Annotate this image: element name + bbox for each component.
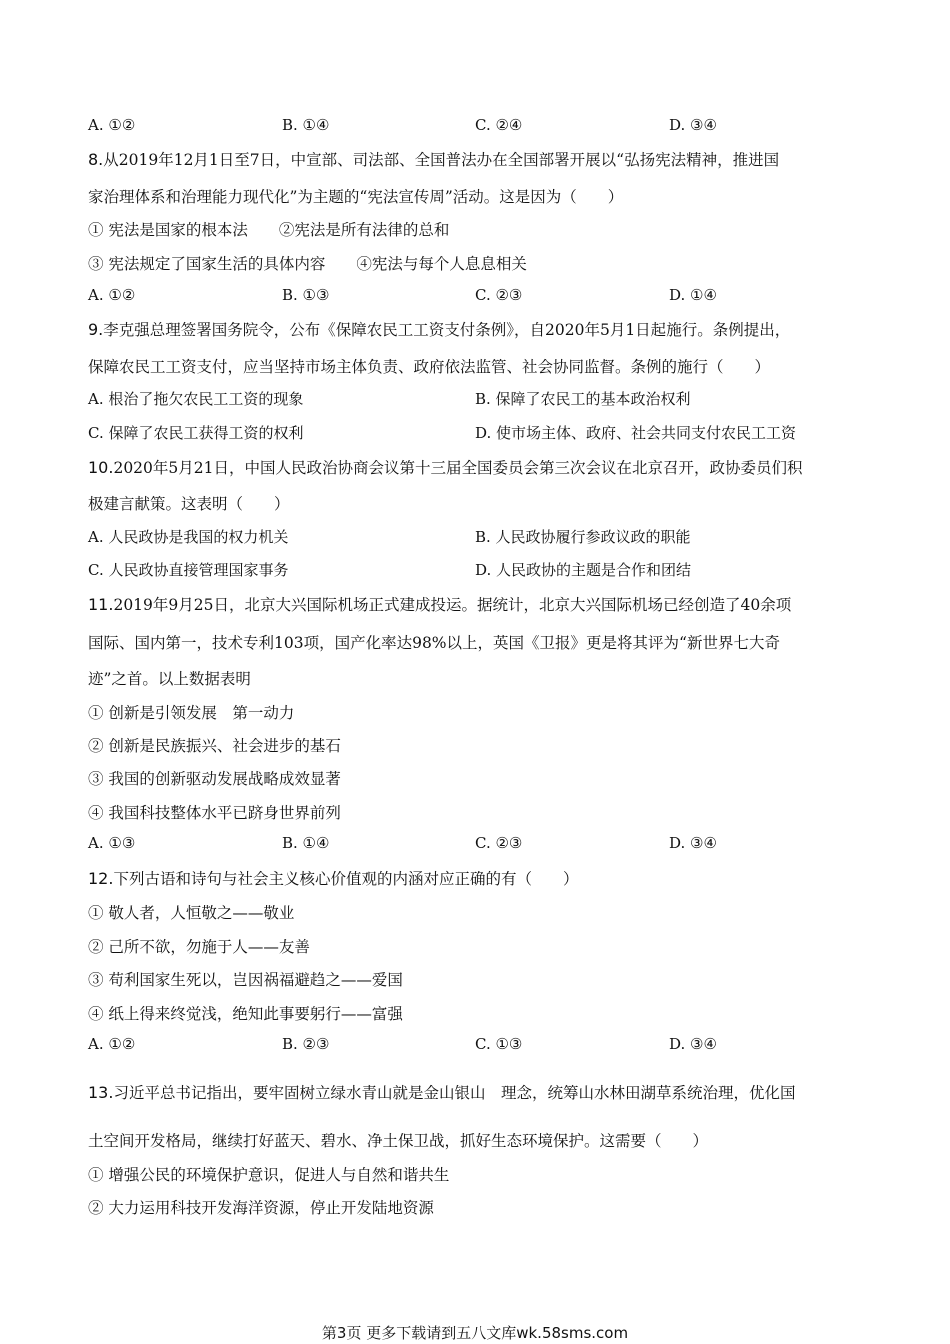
q12-item-1: ① 敬人者，人恒敬之——敬业 — [88, 904, 295, 922]
q10-option-b: B. 人民政协履行参政议政的职能 — [475, 528, 691, 546]
q8-option-b: B. ①③ — [282, 286, 330, 304]
q7-option-d: D. ③④ — [669, 116, 717, 134]
page-footer: 第3页 更多下载请到五八文库wk.58sms.com — [321, 1324, 629, 1342]
q7-option-b: B. ①④ — [282, 116, 330, 134]
q13-item-1: ① 增强公民的环境保护意识，促进人与自然和谐共生 — [88, 1166, 450, 1184]
q12-item-3: ③ 苟利国家生死以，岂因祸福避趋之——爱国 — [88, 971, 403, 989]
q8-stem-line2: 家治理体系和治理能力现代化”为主题的“宪法宣传周”活动。这是因为（ ） — [88, 188, 624, 206]
q12-option-d: D. ③④ — [669, 1035, 717, 1053]
q11-number: 11. — [88, 595, 114, 614]
q9-option-b: B. 保障了农民工的基本政治权利 — [475, 390, 691, 408]
q12-stem-line1: 12.下列古语和诗句与社会主义核心价值观的内涵对应正确的有（ ） — [88, 869, 579, 888]
q7-option-a: A. ①② — [88, 116, 136, 134]
q8-option-a: A. ①② — [88, 286, 136, 304]
q11-stem-line2: 国际、国内第一，技术专利103项，国产化率达98%以上，英国《卫报》更是将其评为“新世界七大奇 — [88, 634, 780, 652]
q11-item-2: ② 创新是民族振兴、社会进步的基石 — [88, 737, 341, 755]
q11-stem-line1: 11.2019年9月25日，北京大兴国际机场正式建成投运。据统计，北京大兴国际机场已经创造了40余项 — [88, 595, 792, 614]
q11-option-d: D. ③④ — [669, 834, 717, 852]
q8-option-c: C. ②③ — [475, 286, 523, 304]
q10-option-d: D. 人民政协的主题是合作和团结 — [475, 561, 692, 579]
q9-stem-line2: 保障农民工工资支付，应当坚持市场主体负责、政府依法监管、社会协同监督。条例的施行（ ） — [88, 358, 771, 376]
q12-option-a: A. ①② — [88, 1035, 136, 1053]
q9-option-c: C. 保障了农民工获得工资的权利 — [88, 424, 304, 442]
q12-option-b: B. ②③ — [282, 1035, 330, 1053]
q11-option-c: C. ②③ — [475, 834, 523, 852]
q13-number: 13. — [88, 1083, 114, 1102]
q12-option-c: C. ①③ — [475, 1035, 523, 1053]
q11-item-1: ① 创新是引领发展 第一动力 — [88, 704, 295, 722]
q8-item-line1: ① 宪法是国家的根本法 ②宪法是所有法律的总和 — [88, 221, 450, 239]
q11-stem-line3: 迹”之首。以上数据表明 — [88, 670, 251, 688]
q13-stem-line1: 13.习近平总书记指出，要牢固树立绿水青山就是金山银山 理念，统筹山水林田湖草系统治理，优化国 — [88, 1083, 796, 1102]
q10-option-c: C. 人民政协直接管理国家事务 — [88, 561, 289, 579]
q12-number: 12. — [88, 869, 114, 888]
q8-stem-line1: 8.从2019年12月1日至7日，中宣部、司法部、全国普法办在全国部署开展以“弘扬宪法精神，推进国 — [88, 150, 780, 169]
q8-item-line2: ③ 宪法规定了国家生活的具体内容 ④宪法与每个人息息相关 — [88, 255, 527, 273]
q10-stem-line2: 极建言献策。这表明（ ） — [88, 495, 290, 513]
q9-stem-line1: 9.李克强总理签署国务院令，公布《保障农民工工资支付条例》，自2020年5月1日起施行。条例提出， — [88, 320, 791, 339]
q11-option-a: A. ①③ — [88, 834, 136, 852]
q10-option-a: A. 人民政协是我国的权力机关 — [88, 528, 289, 546]
q9-option-a: A. 根治了拖欠农民工工资的现象 — [88, 390, 304, 408]
q8-number: 8. — [88, 150, 104, 169]
q7-option-c: C. ②④ — [475, 116, 523, 134]
q8-option-d: D. ①④ — [669, 286, 717, 304]
q12-item-2: ② 己所不欲，勿施于人——友善 — [88, 938, 310, 956]
q10-stem-line1: 10.2020年5月21日，中国人民政治协商会议第十三届全国委员会第三次会议在北京召开，政协委员们积 — [88, 458, 803, 477]
q13-item-2: ② 大力运用科技开发海洋资源，停止开发陆地资源 — [88, 1199, 434, 1217]
q12-item-4: ④ 纸上得来终觉浅，绝知此事要躬行——富强 — [88, 1005, 403, 1023]
q11-item-4: ④ 我国科技整体水平已跻身世界前列 — [88, 804, 341, 822]
q10-number: 10. — [88, 458, 114, 477]
q11-option-b: B. ①④ — [282, 834, 330, 852]
q9-number: 9. — [88, 320, 104, 339]
q11-item-3: ③ 我国的创新驱动发展战略成效显著 — [88, 770, 341, 788]
q13-stem-line2: 土空间开发格局，继续打好蓝天、碧水、净土保卫战，抓好生态环境保护。这需要（ ） — [88, 1132, 709, 1150]
q9-option-d: D. 使市场主体、政府、社会共同支付农民工工资 — [475, 424, 797, 442]
